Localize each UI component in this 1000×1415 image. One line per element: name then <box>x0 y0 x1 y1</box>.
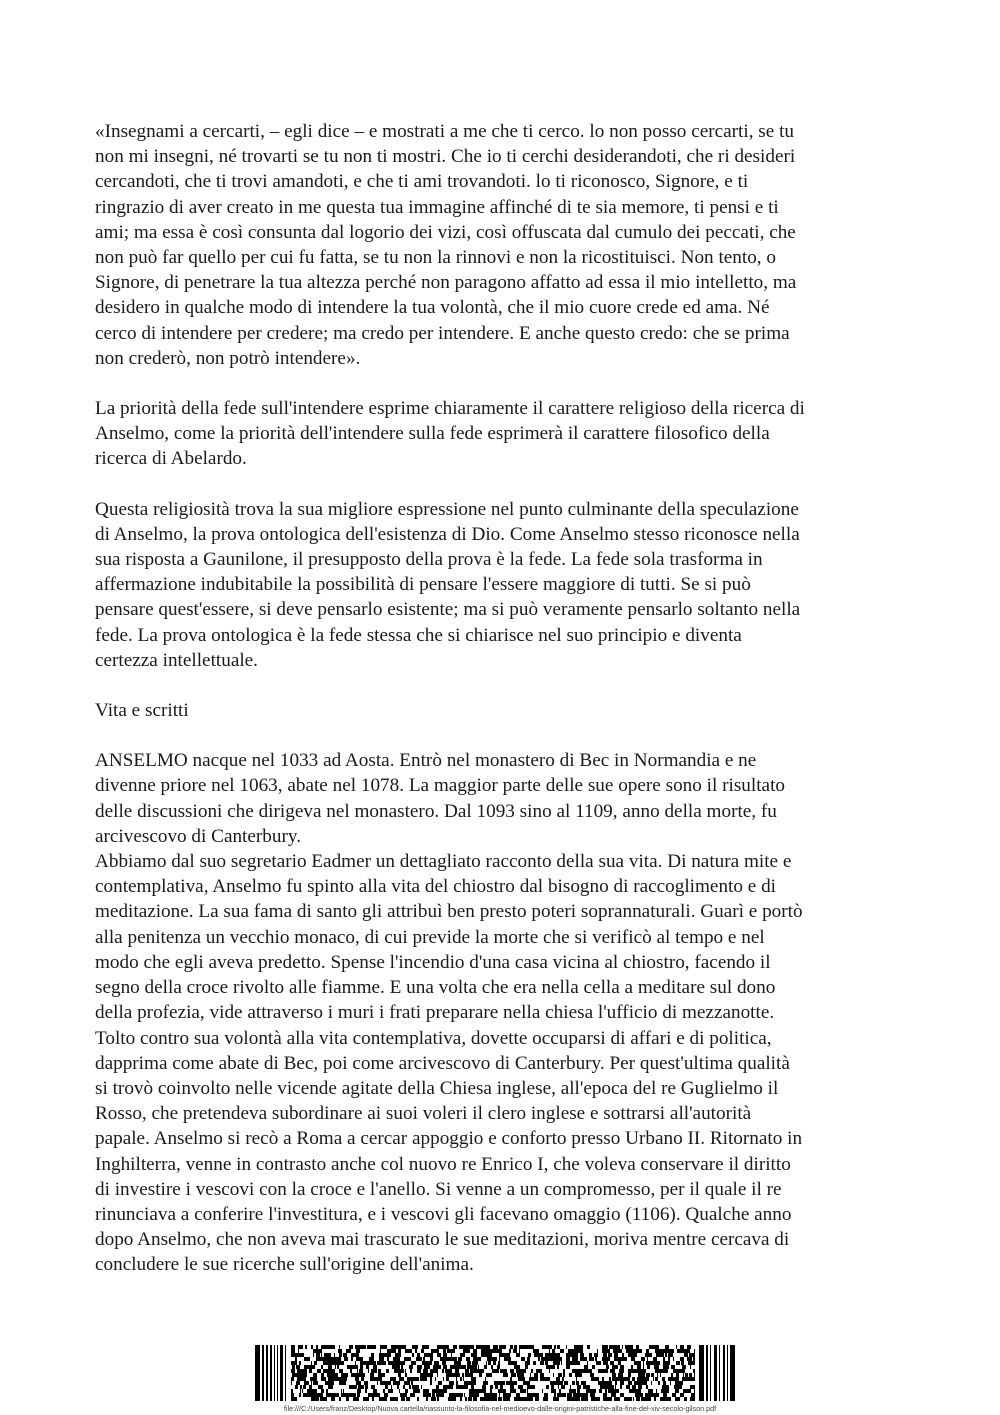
paragraph-spacer <box>95 472 905 497</box>
paragraph-spacer <box>95 371 905 396</box>
section-heading: Vita e scritti <box>95 700 189 722</box>
paragraph-spacer <box>95 673 905 698</box>
priority-paragraph: La priorità della fede sull'intendere esprime chiaramente il carattere religioso della ricerca di Anselmo, come la priorità dell'intendere sulla fede esprimerà il carattere filosofico della ricerca di Abelardo. <box>95 398 805 470</box>
ontological-proof-paragraph: Questa religiosità trova la sua migliore espressione nel punto culminante della speculazione di Anselmo, la prova ontologica dell'esistenza di Dio. Come Anselmo stesso riconosce nella sua risposta a Gaunilone, il presupposto della prova è la fede. La fede sola trasforma in affermazione indubitabile la possibilità di pensare l'essere maggiore di tutti. Se si può pensare quest'essere, si deve pensarlo esistente; ma si può veramente pensarlo soltanto nella fede. La prova ontologica è la fede stessa che si chiarisce nel suo principio e diventa certezza intellettuale. <box>95 498 801 671</box>
quote-paragraph: «Insegnami a cercarti, – egli dice – e mostrati a me che ti cerco. lo non posso cercarti, se tu non mi insegni, né trovarti se tu non ti mostri. Che io ti cerchi desiderandoti, che ri desideri cercandoti, che ti trovi amandoti, e che ti ami trovandoti. lo ti riconosco, Signore, e ti ringrazio di aver creato in me questa tua immagine affinché di te sia memore, ti pensi e ti ami; ma essa è così consunta dal logorio dei vizi, così offuscata dal cumulo dei peccati, che non può far quello per cui fu fatta, se tu non la rinnovi e non la ricostituisci. Non tento, o Signore, di penetrare la tua altezza perché non paragono affatto ad essa il mio intelletto, ma desidero in qualche modo di intendere la tua volontà, che il mio cuore crede ed ama. Né cerco di intendere per credere; ma credo per intendere. E anche questo credo: che se prima non crederò, non potrò intendere». <box>95 121 797 369</box>
pdf417-barcode-icon <box>255 1345 735 1401</box>
document-page <box>95 119 905 1278</box>
page-footer <box>0 1345 1000 1415</box>
file-path-label: file:///C:/Users/franz/Desktop/Nuova cartella/riassunto-la-filosofia-nel-medioevo-dalle-origini-patristiche-alla-fine-del-xiv-secolo-gilson.pdf <box>283 1404 717 1413</box>
biography-paragraph: ANSELMO nacque nel 1033 ad Aosta. Entrò nel monastero di Bec in Normandia e ne divenne priore nel 1063, abate nel 1078. La maggior parte delle sue opere sono il risultato delle discussioni che dirigeva nel monastero. Dal 1093 sino al 1109, anno della morte, fu arcivescovo di Canterbury. Abbiamo dal suo segretario Eadmer un dettagliato racconto della sua vita. Di natura mite e contemplativa, Anselmo fu spinto alla vita del chiostro dal bisogno di raccoglimento e di meditazione. La sua fama di santo gli attribuì ben presto poteri soprannaturali. Guarì e portò alla penitenza un vecchio monaco, di cui previde la morte che si verificò al tempo e nel modo che egli aveva predetto. Spense l'incendio d'una casa vicina al chiostro, facendo il segno della croce rivolto alle fiamme. E una volta che era nella cella a meditare sul dono della profezia, vide attraverso i muri i frati preparare nella chiesa l'ufficio di mezzanotte. Tolto contro sua volontà alla vita contemplativa, dovette occuparsi di affari e di politica, dapprima come abate di Bec, poi come arcivescovo di Canterbury. Per quest'ultima qualità si trovò coinvolto nelle vicende agitate della Chiesa inglese, all'epoca del re Guglielmo il Rosso, che pretendeva subordinare ai suoi voleri il clero inglese e sottrarsi all'autorità papale. Anselmo si recò a Roma a cercar appoggio e conforto presso Urbano II. Ritornato in Inghilterra, venne in contrasto anche col nuovo re Enrico I, che voleva conservare il diritto di investire i vescovi con la croce e l'anello. Si venne a un compromesso, per il quale il re rinunciava a conferire l'investitura, e i vescovi gli facevano omaggio (1106). Qualche anno dopo Anselmo, che non aveva mai trascurato le sue meditazioni, moriva mentre cercava di concludere le sue ricerche sull'origine dell'anima. <box>95 750 803 1276</box>
paragraph-spacer <box>95 723 905 748</box>
